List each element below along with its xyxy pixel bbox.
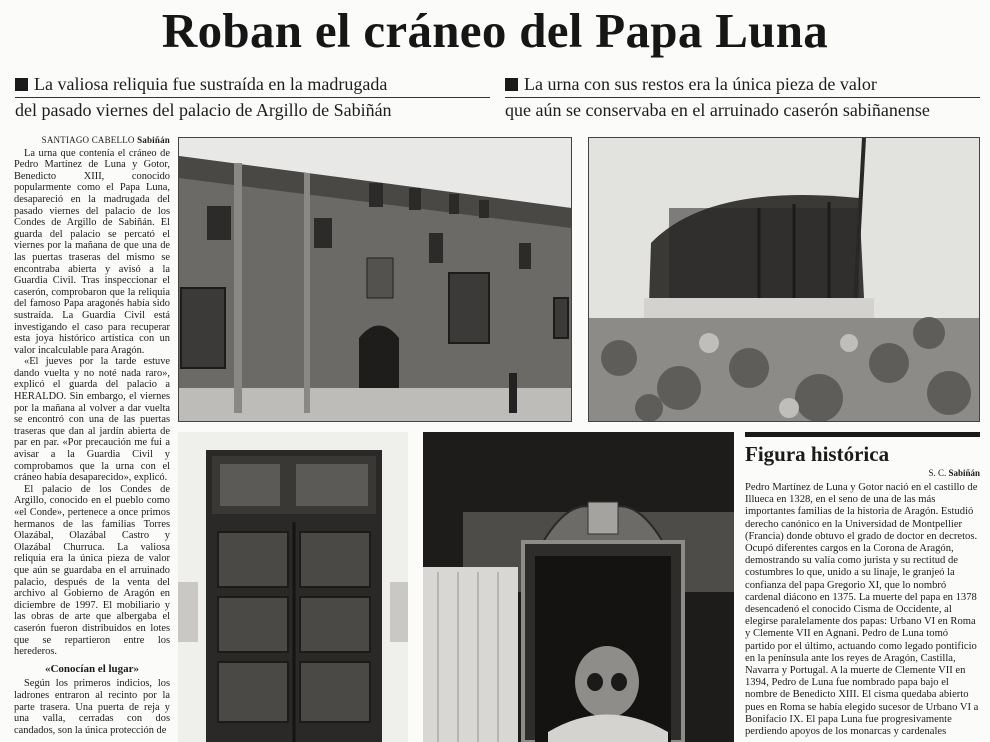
square-bullet-icon <box>15 78 28 91</box>
article-paragraph: Según los primeros indicios, los ladrones entraron al recinto por la parte trasera. Una puerta de reja y una valla, cerradas con dos candados, son la única protección de <box>14 678 170 736</box>
broken-niche-photo <box>588 137 980 422</box>
article-byline: SANTIAGO CABELLO Sabiñán <box>41 135 170 145</box>
square-bullet-icon <box>505 78 518 91</box>
subhead-left <box>15 72 490 123</box>
sidebar-text: Pedro Martínez de Luna y Gotor nació en el castillo de Illueca en 1328, en el seno de una de las más importantes familias de la historia de Aragón. Estudió derecho canónico en la Universidad de Montpellier (Francia) donde obtuvo el grado de doctor en decretos. Ocupó diferentes cargos en la Corona de Aragón, demostrando su valía como jurista y su rectitud de costumbres lo que, unido a su linaje, le granjeó la confianza del papa Gregorio XI, que lo nombró cardenal diácono en 1375. La muerte del papa en 1378 desencadenó el conocido Cisma de Occidente, al elegirse paralelamente dos papas: Urbano VI en Roma y Clemente VII en Agnani. Pedro de Luna tomó partido por el último, actuando como legado pontificio en la península ante los reyes de Aragón, Castilla, Navarra y Portugal. A la muerte de Clemente VII en 1394, Pedro de Luna fue nombrado papa bajo el nombre de Benedicto XIII. El cisma quedaba abierto pues en Roma se había elegido sucesor de Urbano VI a Bonifacio IX. El papa Luna fue progresivamente perdiendo apoyos de los monarcas y cardenales <box>745 482 979 738</box>
palace-facade-photo <box>178 137 572 422</box>
subhead-left-line2: del pasado viernes del palacio de Argillo de Sabiñán <box>15 100 392 120</box>
subhead-right-line1: La urna con sus restos era la única pieza de valor <box>505 72 980 98</box>
article-column <box>14 135 170 742</box>
wooden-door-photo <box>178 432 408 742</box>
headline: Roban el cráneo del Papa Luna <box>161 3 829 58</box>
article-paragraph: La urna que contenía el cráneo de Pedro Martínez de Luna y Gotor, Benedicto XIII, conocido popularmente como el Papa Luna, desapareció en la madrugada del pasado viernes del palacio de los Condes de Argillo de Sabiñán. El guarda del palacio se percató el viernes por la mañana de que una de las puertas traseras del mismo se encontraba abierta y avisó a la Guardia Civil. Tras inspeccionar el caserón, comprobaron que la reliquia del famoso Papa aragonés había sido sustraída. La Guardia Civil está investigando el caso para recuperar esta joya histórico artística con un valor incalculable para Aragón. <box>14 147 170 356</box>
section-title: «Conocían el lugar» <box>44 662 140 675</box>
reliquary-skull-photo <box>423 432 734 742</box>
subhead-right <box>505 72 980 123</box>
article-paragraph: «El jueves por la tarde estuve dando vuelta y no noté nada raro», explicó el guarda del palacio a HERALDO. Sin embargo, el viernes por la mañana al volver a dar vuelta se encontró con una de las puertas traseras que dan al jardín abierta de par en par. «Por precaución me fui a avisar a la Guardia Civil y comprobamos que la urna con el cráneo había desaparecido», explicó. <box>14 356 170 484</box>
subhead-left-line1: La valiosa reliquia fue sustraída en la madrugada <box>15 72 490 98</box>
sidebar-byline: S. C. Sabiñán <box>928 468 980 478</box>
article-paragraph: El palacio de los Condes de Argillo, conocido en el pueblo como «el Conde», pertenece a once primos hermanos de las familias Torres Olazábal, Olazábal Castro y Olazábal Churruca. La valiosa reliquia era la única pieza de valor que aún se guardaba en el arruinado palacio, después de la venta del archivo al Gobierno de Aragón en diciembre de 1997. El mobiliario y las obras de arte que albergaba el caserón fueron distribuidos en lotes que se repartieron entre los herederos. <box>14 483 170 658</box>
sidebar-title: Figura histórica <box>745 432 980 467</box>
subhead-right-line2: que aún se conservaba en el arruinado caserón sabiñanense <box>505 100 930 120</box>
